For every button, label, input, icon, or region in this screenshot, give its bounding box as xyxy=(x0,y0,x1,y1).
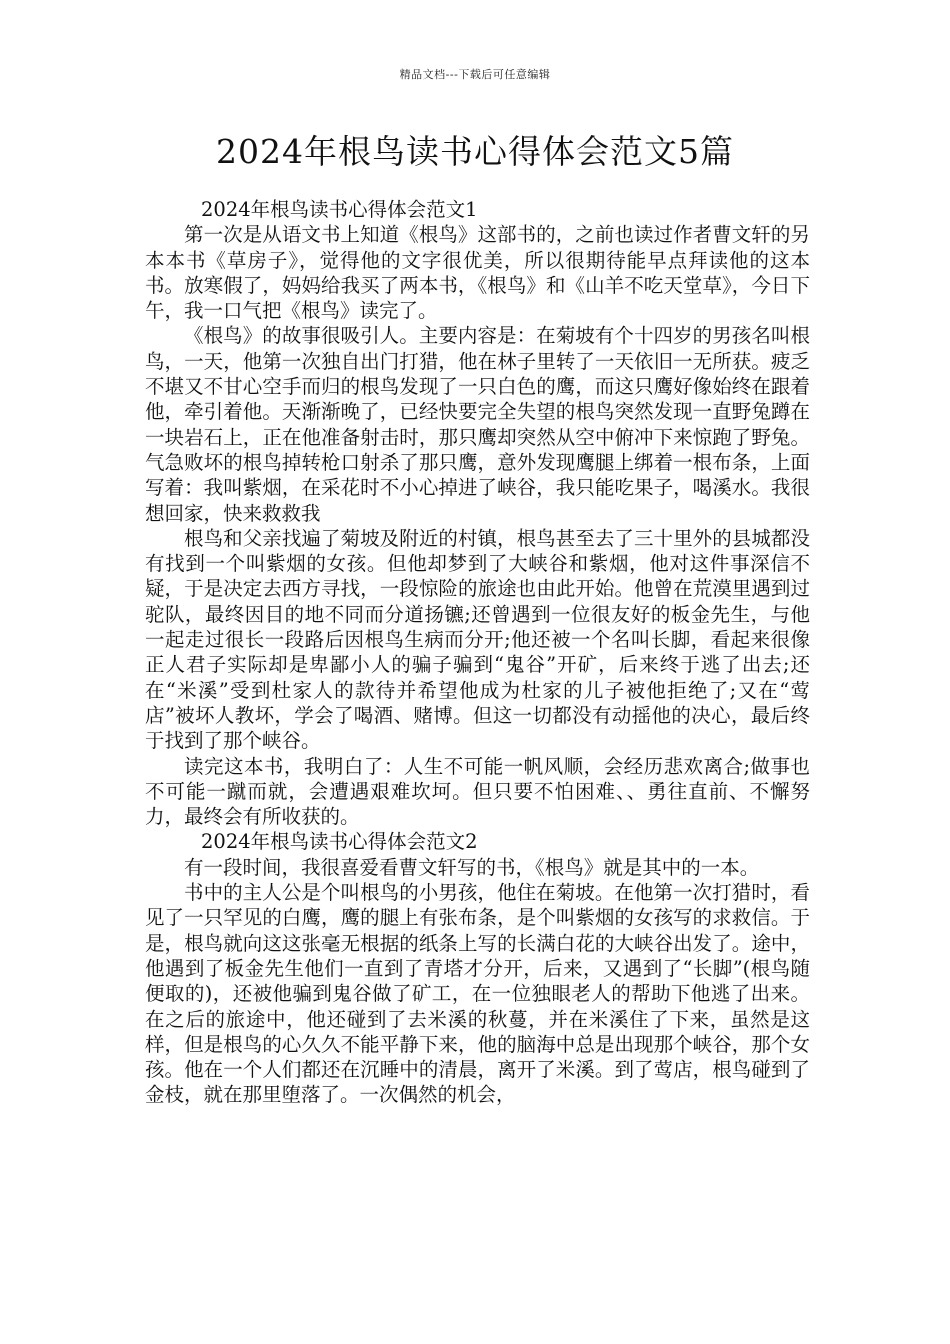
paragraph: 有一段时间，我很喜爱看曹文轩写的书，《根鸟》就是其中的一本。 xyxy=(184,855,760,879)
paragraph: 书中的主人公是个叫根鸟的小男孩，他住在菊坡。在他第一次打猎时，看见了一只罕见的白鹰，鹰的腿上有张布条，是个叫紫烟的女孩写的求救信。于是，根鸟就向这这张毫无根据的纸条上写的长满白花的大峡谷出发了。途中，他遇到了板金先生他们一直到了青塔才分开，后来，又遇到了“长脚”(根鸟随便取的)，还被他骗到鬼谷做了矿工，在一位独眼老人的帮助下他逃了出来。在之后的旅途中，他还碰到了去米溪的秋蔓，并在米溪住了下来，虽然是这样，但是根鸟的心久久不能平静下来，他的脑海中总是出现那个峡谷，那个女孩。他在一个人们都还在沉睡中的清晨，离开了米溪。到了莺店，根鸟碰到了金枝，就在那里堕落了。一次偶然的机会， xyxy=(145,881,810,1107)
paragraph: 读完这本书，我明白了：人生不可能一帆风顺，会经历悲欢离合;做事也不可能一蹴而就，会遭遇艰难坎坷。但只要不怕困难、、勇往直前、不懈努力，最终会有所收获的。 xyxy=(145,754,810,829)
paragraph: 第一次是从语文书上知道《根鸟》这部书的，之前也读过作者曹文轩的另本本书《草房子》，觉得他的文字很优美，所以很期待能早点拜读他的这本书。放寒假了，妈妈给我买了两本书，《根鸟》和《山羊不吃天堂草》，今日下午，我一口气把《根鸟》读完了。 xyxy=(145,223,810,323)
paragraph: 根鸟和父亲找遍了菊坡及附近的村镇，根鸟甚至去了三十里外的县城都没有找到一个叫紫烟的女孩。但他却梦到了大峡谷和紫烟，他对这件事深信不疑，于是决定去西方寻找，一段惊险的旅途也由此开始。他曾在荒漠里遇到过驼队，最终因目的地不同而分道扬镳;还曾遇到一位很友好的板金先生，与他一起走过很长一段路后因根鸟生病而分开;他还被一个名叫长脚，看起来很像正人君子实际却是卑鄙小人的骗子骗到“鬼谷”开矿，后来终于逃了出去;还在“米溪”受到杜家人的款待并希望他成为杜家的儿子被他拒绝了;又在“莺店”被坏人教坏，学会了喝酒、赌博。但这一切都没有动摇他的决心，最后终于找到了那个峡谷。 xyxy=(145,526,810,753)
document-body xyxy=(145,197,810,1108)
header-note: 精品文档---下载后可任意编辑 xyxy=(399,68,551,81)
document-title: 2024年根鸟读书心得体会范文5篇 xyxy=(216,132,734,171)
section-heading-1: 2024年根鸟读书心得体会范文1 xyxy=(201,198,478,221)
section-heading-2: 2024年根鸟读书心得体会范文2 xyxy=(201,830,478,854)
paragraph: 《根鸟》的故事很吸引人。主要内容是：在菊坡有个十四岁的男孩名叫根鸟，一天，他第一次独自出门打猎，他在林子里转了一天依旧一无所获。疲乏不堪又不甘心空手而归的根鸟发现了一只白色的鹰，而这只鹰好像始终在跟着他，牵引着他。天渐渐晚了，已经快要完全失望的根鸟突然发现一直野兔蹲在一块岩石上，正在他准备射击时，那只鹰却突然从空中俯冲下来惊跑了野兔。气急败坏的根鸟掉转枪口射杀了那只鹰，意外发现鹰腿上绑着一根布条，上面写着：我叫紫烟，在采花时不小心掉进了峡谷，我只能吃果子，喝溪水。我很想回家，快来救救我 xyxy=(145,324,810,525)
